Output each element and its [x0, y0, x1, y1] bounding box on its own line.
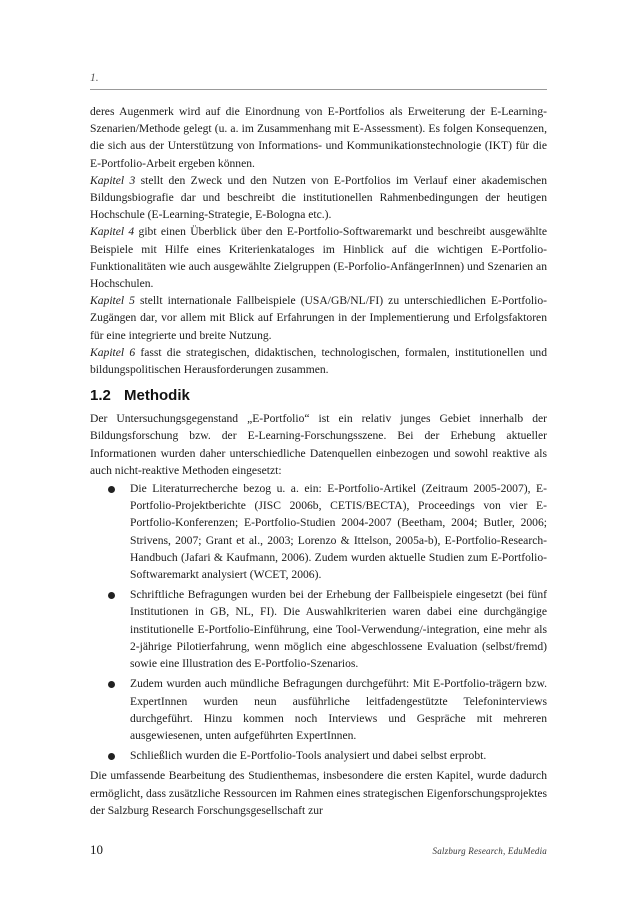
- paragraph-intro-0: [90, 103, 547, 172]
- list-item-text: Schriftliche Befragungen wurden bei der Erhebung der Fallbeispiele eingesetzt (bei fünf Institutionen in GB, NL, FI). Die Auswahlkriterien waren dabei eine durchgängige institutionelle E-Portfolio-Einführung, eine Tool-Verwendung/-integration, eine mehr als 2-jährige Pilotierfahrung, wenn möglich eine abgeschlossene Evaluation (selbst/fremd) sowie eine Illustration des E-Portfolio-Szenarios.: [130, 588, 547, 671]
- bullet-icon: [108, 486, 115, 493]
- section-number: 1.2: [90, 387, 111, 405]
- list-item: [108, 480, 547, 583]
- list-item: [108, 675, 547, 744]
- paragraph-text: deres Augenmerk wird auf die Einordnung von E-Portfolios als Erweiterung der E-Learning-Szenarien/Methode gelegt (u. a. im Zusammenhang mit E-Assessment). Es folgen Konsequenzen, die sich aus der Unterstützung von Informations- und Kommunikationstechnologie (IKT) für die E-Portfolio-Arbeit ergeben können.: [90, 105, 547, 170]
- paragraph-text: fasst die strategischen, didaktischen, technologischen, formalen, institutionellen und bildungspolitischen Herausforderungen zusammen.: [90, 345, 547, 377]
- bullet-icon: [108, 681, 115, 688]
- header-rule: [90, 89, 547, 90]
- section-intro: Der Untersuchungsgegenstand „E-Portfolio“ ist ein relativ junges Gebiet innerhalb der Bildungsforschung bzw. der E-Learning-Forschungsszene. Bei der Erhebung aktueller Informationen wurden daher unterschiedliche Datenquellen einbezogen und sowohl reaktive als auch nicht-reaktive Methoden eingesetzt:: [90, 412, 547, 477]
- bullet-icon: [108, 753, 115, 760]
- bullet-icon: [108, 592, 115, 599]
- paragraph-chapter-4: [90, 223, 547, 292]
- paragraph-chapter-3: [90, 172, 547, 224]
- closing-paragraph: Die umfassende Bearbeitung des Studienthemas, insbesondere die ersten Kapitel, wurde dadurch ermöglicht, dass zusätzliche Ressourcen im Rahmen eines strategischen Eigenforschungsprojektes der Salzburg Research Forschungsgesellschaft zur: [90, 769, 547, 817]
- list-item-text: Die Literaturrecherche bezog u. a. ein: E-Portfolio-Artikel (Zeitraum 2005-2007), E-Portfolio-Projektberichte (JISC 2006b, CETIS/BECTA), Proceedings von vier E-Portfolio-Konferenzen; E-Portfolio-Studien 2004-2007 (Beetham, 2004; Butler, 2006; Strivens, 2007; Grant et al., 2003; Lorenzo & Ittelson, 2005a-b), E-Portfolio-Research-Handbuch (Jafari & Kaufmann, 2006). Zudem wurden aktuelle Studien zum E-Portfolio-Softwaremarkt analysiert (WCET, 2006).: [130, 482, 547, 582]
- body-text: [90, 103, 547, 819]
- paragraph-lead: Kapitel 3: [90, 173, 136, 187]
- running-header: 1.: [90, 72, 99, 84]
- footer-source: Salzburg Research, EduMedia: [432, 846, 547, 856]
- paragraph-lead: Kapitel 5: [90, 294, 135, 308]
- list-item-text: Zudem wurden auch mündliche Befragungen durchgeführt: Mit E-Portfolio-trägern bzw. ExpertInnen wurden neun ausführliche leitfadengestützte Telefoninterviews durchgeführt. Hinzu kommen noch Interviews und Gespräche mit mehreren ausgewiesenen, unten aufgeführten ExpertInnen.: [130, 677, 547, 742]
- paragraph-text: stellt internationale Fallbeispiele (USA/GB/NL/FI) zu unterschiedlichen E-Portfolio-Zugängen dar, vor allem mit Blick auf Erfahrungen in der Implementierung und Erfolgsfaktoren für eine integrierte und breite Nutzung.: [90, 294, 547, 342]
- list-item: [108, 586, 547, 672]
- method-list: [90, 480, 547, 764]
- list-item: [108, 747, 547, 764]
- list-item-text: Schließlich wurden die E-Portfolio-Tools analysiert und dabei selbst erprobt.: [130, 749, 487, 763]
- paragraph-chapter-5: [90, 292, 547, 344]
- section-heading: [90, 387, 547, 405]
- page-number: 10: [90, 842, 103, 857]
- paragraph-lead: Kapitel 4: [90, 225, 135, 239]
- section-title: Methodik: [124, 387, 190, 405]
- paragraph-chapter-6: [90, 344, 547, 378]
- paragraph-text: gibt einen Überblick über den E-Portfolio-Softwaremarkt und beschreibt ausgewählte Beispiele mit Hilfe eines Kriterienkataloges im Hinblick auf die wichtigen E-Portfolio-Funktionalitäten wie auch ausgewählte Zielgruppen (E-Porfolio-AnfängerInnen) und Szenarien an Hochschulen.: [90, 225, 547, 291]
- paragraph-lead: Kapitel 6: [90, 345, 136, 359]
- paragraph-text: stellt den Zweck und den Nutzen von E-Portfolios im Verlauf einer akademischen Bildungsbiografie dar und beschreibt die institutionellen Rahmenbedingungen der heutigen Hochschule (E-Learning-Strategie, E-Bologna etc.).: [90, 173, 547, 222]
